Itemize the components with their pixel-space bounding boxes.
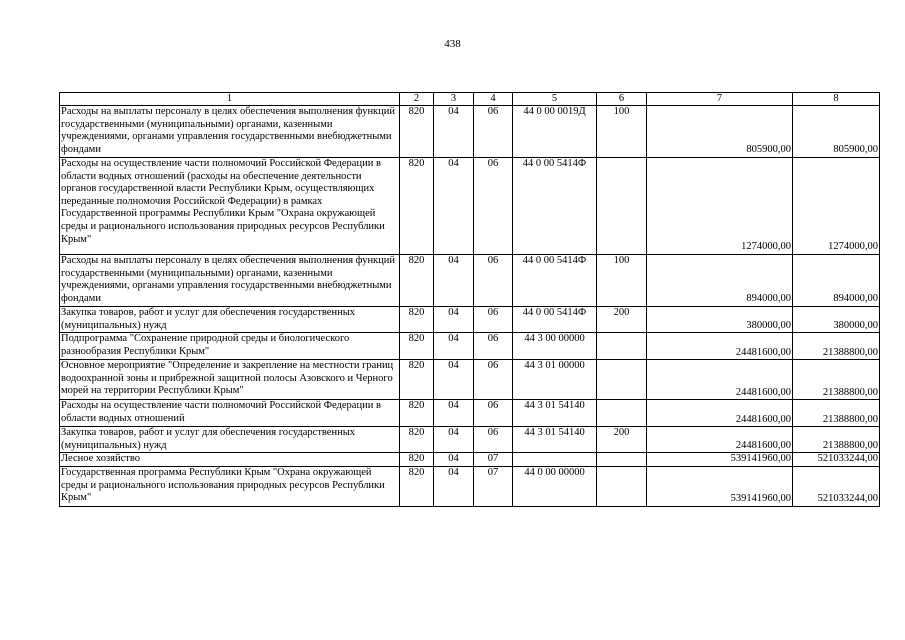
cell-amount-col8: 380000,00 xyxy=(793,307,880,333)
cell-amount-col7: 894000,00 xyxy=(647,255,793,307)
column-header: 5 xyxy=(513,93,597,106)
table-row xyxy=(60,255,880,307)
row-name: Расходы на осуществление части полномочий Российской Федерации в области водных отношений (расходы на обеспечение деятельности органов государственной власти Республики Крым, осуществляющих переданные полномочия Российской Федерации) в рамках Государственной программы Республики Крым "Охрана окружающей среды и рационального использования природных ресурсов Республики Крым" xyxy=(60,158,400,255)
cell-vedomstvo: 820 xyxy=(400,333,434,360)
cell-expense-type xyxy=(597,400,647,427)
table-row xyxy=(60,106,880,158)
cell-razdel: 04 xyxy=(434,255,474,307)
cell-amount-col7: 380000,00 xyxy=(647,307,793,333)
cell-podrazdel: 06 xyxy=(474,427,513,453)
cell-amount-col8: 1274000,00 xyxy=(793,158,880,255)
cell-vedomstvo: 820 xyxy=(400,307,434,333)
table-header-row xyxy=(60,93,880,106)
cell-podrazdel: 06 xyxy=(474,360,513,400)
row-name: Расходы на выплаты персоналу в целях обеспечения выполнения функций государственными (муниципальными) органами, казенными учреждениями, органами управления государственными внебюджетными фондами xyxy=(60,255,400,307)
cell-podrazdel: 06 xyxy=(474,158,513,255)
table-row xyxy=(60,400,880,427)
cell-vedomstvo: 820 xyxy=(400,255,434,307)
cell-target-article: 44 3 01 54140 xyxy=(513,400,597,427)
cell-target-article: 44 0 00 5414Ф xyxy=(513,307,597,333)
cell-amount-col8: 21388800,00 xyxy=(793,427,880,453)
column-header: 2 xyxy=(400,93,434,106)
column-header: 3 xyxy=(434,93,474,106)
cell-amount-col7: 24481600,00 xyxy=(647,333,793,360)
cell-target-article: 44 3 00 00000 xyxy=(513,333,597,360)
row-name: Закупка товаров, работ и услуг для обеспечения государственных (муниципальных) нужд xyxy=(60,307,400,333)
table-row xyxy=(60,158,880,255)
cell-target-article: 44 0 00 5414Ф xyxy=(513,158,597,255)
row-name: Подпрограмма "Сохранение природной среды и биологического разнообразия Республики Крым" xyxy=(60,333,400,360)
row-name: Лесное хозяйство xyxy=(60,453,400,467)
budget-table xyxy=(59,92,880,507)
column-header: 7 xyxy=(647,93,793,106)
cell-expense-type: 100 xyxy=(597,106,647,158)
cell-expense-type: 200 xyxy=(597,307,647,333)
table-row xyxy=(60,466,880,506)
cell-razdel: 04 xyxy=(434,427,474,453)
cell-target-article: 44 0 00 5414Ф xyxy=(513,255,597,307)
cell-expense-type: 200 xyxy=(597,427,647,453)
cell-razdel: 04 xyxy=(434,307,474,333)
cell-amount-col8: 521033244,00 xyxy=(793,466,880,506)
cell-expense-type: 100 xyxy=(597,255,647,307)
column-header: 6 xyxy=(597,93,647,106)
cell-amount-col7: 1274000,00 xyxy=(647,158,793,255)
cell-razdel: 04 xyxy=(434,360,474,400)
cell-amount-col7: 24481600,00 xyxy=(647,360,793,400)
row-name: Закупка товаров, работ и услуг для обеспечения государственных (муниципальных) нужд xyxy=(60,427,400,453)
cell-target-article: 44 3 01 54140 xyxy=(513,427,597,453)
cell-expense-type xyxy=(597,158,647,255)
cell-vedomstvo: 820 xyxy=(400,466,434,506)
cell-amount-col7: 539141960,00 xyxy=(647,453,793,467)
cell-vedomstvo: 820 xyxy=(400,453,434,467)
cell-vedomstvo: 820 xyxy=(400,427,434,453)
cell-razdel: 04 xyxy=(434,106,474,158)
cell-amount-col7: 24481600,00 xyxy=(647,400,793,427)
cell-vedomstvo: 820 xyxy=(400,106,434,158)
cell-amount-col8: 894000,00 xyxy=(793,255,880,307)
cell-razdel: 04 xyxy=(434,333,474,360)
table-row xyxy=(60,427,880,453)
cell-target-article: 44 0 00 0019Д xyxy=(513,106,597,158)
cell-podrazdel: 06 xyxy=(474,307,513,333)
table-row xyxy=(60,307,880,333)
cell-target-article: 44 3 01 00000 xyxy=(513,360,597,400)
row-name: Расходы на выплаты персоналу в целях обеспечения выполнения функций государственными (муниципальными) органами, казенными учреждениями, органами управления государственными внебюджетными фондами xyxy=(60,106,400,158)
column-header: 8 xyxy=(793,93,880,106)
table-row xyxy=(60,333,880,360)
cell-amount-col8: 21388800,00 xyxy=(793,333,880,360)
cell-amount-col8: 521033244,00 xyxy=(793,453,880,467)
cell-podrazdel: 07 xyxy=(474,453,513,467)
cell-vedomstvo: 820 xyxy=(400,400,434,427)
row-name: Расходы на осуществление части полномочий Российской Федерации в области водных отношений xyxy=(60,400,400,427)
cell-amount-col7: 805900,00 xyxy=(647,106,793,158)
cell-expense-type xyxy=(597,333,647,360)
cell-expense-type xyxy=(597,360,647,400)
cell-amount-col7: 539141960,00 xyxy=(647,466,793,506)
cell-podrazdel: 06 xyxy=(474,333,513,360)
cell-podrazdel: 06 xyxy=(474,255,513,307)
cell-razdel: 04 xyxy=(434,453,474,467)
cell-amount-col7: 24481600,00 xyxy=(647,427,793,453)
table-row xyxy=(60,453,880,467)
column-header: 4 xyxy=(474,93,513,106)
cell-podrazdel: 06 xyxy=(474,400,513,427)
cell-amount-col8: 21388800,00 xyxy=(793,400,880,427)
cell-razdel: 04 xyxy=(434,158,474,255)
row-name: Государственная программа Республики Крым "Охрана окружающей среды и рационального использования природных ресурсов Республики Крым" xyxy=(60,466,400,506)
table-row xyxy=(60,360,880,400)
row-name: Основное мероприятие "Определение и закрепление на местности границ водоохранной зоны и прибрежной защитной полосы Азовского и Черного морей на территории Республики Крым" xyxy=(60,360,400,400)
cell-target-article: 44 0 00 00000 xyxy=(513,466,597,506)
cell-vedomstvo: 820 xyxy=(400,158,434,255)
cell-podrazdel: 06 xyxy=(474,106,513,158)
column-header: 1 xyxy=(60,93,400,106)
cell-expense-type xyxy=(597,466,647,506)
cell-vedomstvo: 820 xyxy=(400,360,434,400)
cell-amount-col8: 21388800,00 xyxy=(793,360,880,400)
cell-target-article xyxy=(513,453,597,467)
cell-expense-type xyxy=(597,453,647,467)
page-number: 438 xyxy=(444,38,461,50)
cell-amount-col8: 805900,00 xyxy=(793,106,880,158)
cell-razdel: 04 xyxy=(434,466,474,506)
cell-razdel: 04 xyxy=(434,400,474,427)
cell-podrazdel: 07 xyxy=(474,466,513,506)
